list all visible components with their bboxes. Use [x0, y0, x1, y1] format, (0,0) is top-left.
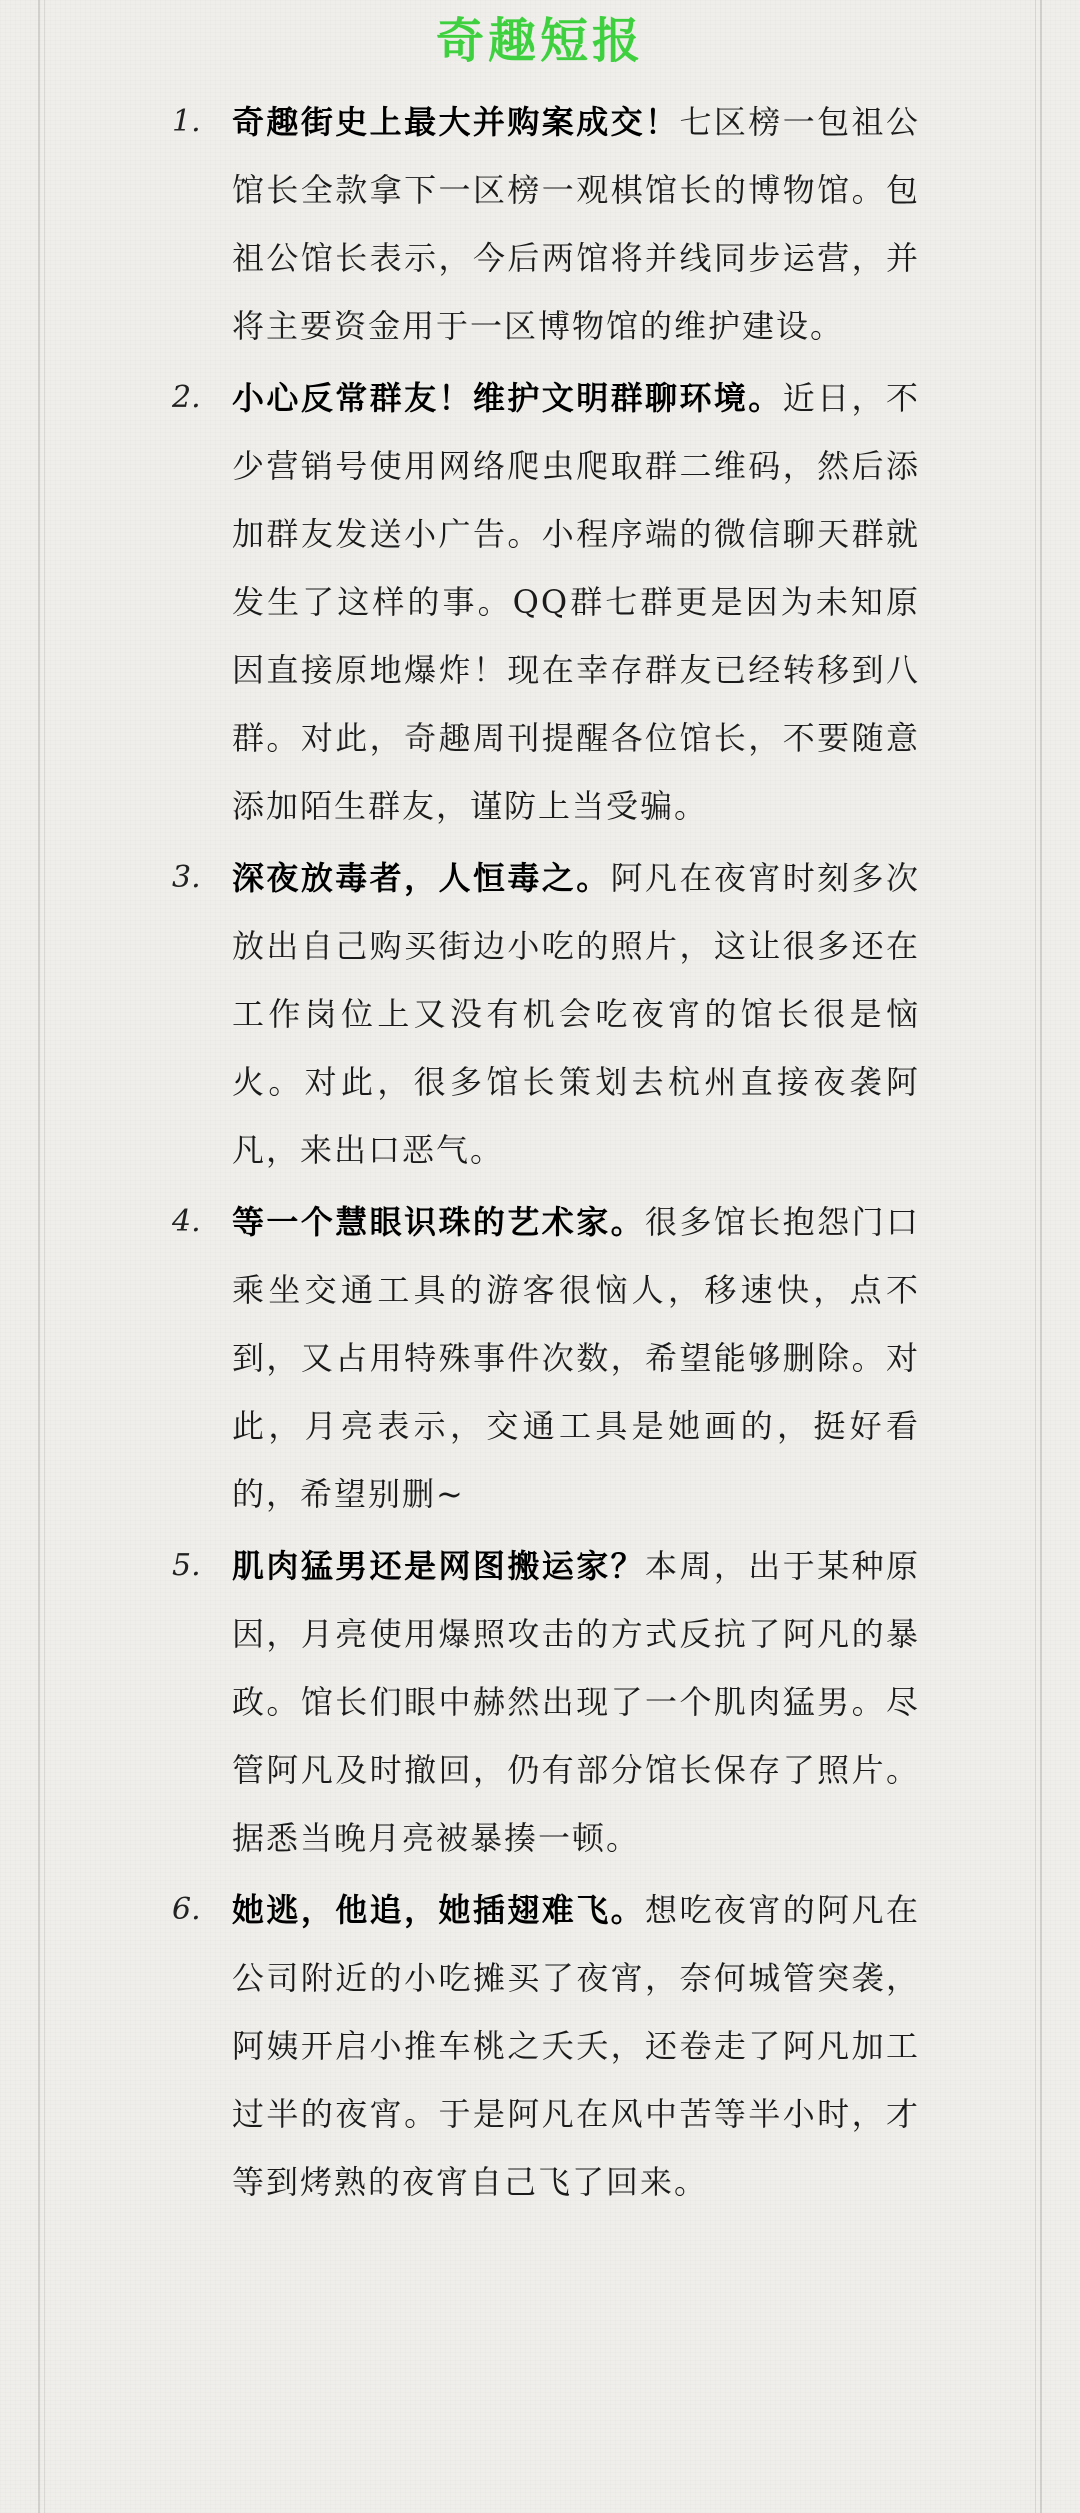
news-number: 6.	[172, 1892, 201, 1927]
news-headline: 奇趣街史上最大并购案成交！	[232, 103, 680, 141]
news-text: 阿凡在夜宵时刻多次放出自己购买街边小吃的照片，这让很多还在工作岗位上又没有机会吃夜宵的馆长很是恼火。对此，很多馆长策划去杭州直接夜袭阿凡，来出口恶气。	[232, 859, 920, 1169]
news-headline: 等一个慧眼识珠的艺术家。	[232, 1203, 646, 1241]
news-item-2	[0, 364, 1080, 840]
news-headline: 深夜放毒者，人恒毒之。	[232, 859, 611, 897]
news-number: 3.	[172, 860, 201, 895]
news-number: 4.	[172, 1204, 201, 1239]
news-number: 1.	[172, 104, 201, 139]
news-text: 想吃夜宵的阿凡在公司附近的小吃摊买了夜宵，奈何城管突袭，阿姨开启小推车桃之夭夭，还卷走了阿凡加工过半的夜宵。于是阿凡在风中苦等半小时，才等到烤熟的夜宵自己飞了回来。	[232, 1891, 920, 2201]
news-item-6	[0, 1876, 1080, 2216]
page-title: 奇趣短报	[435, 13, 644, 69]
news-headline: 她逃，他追，她插翅难飞。	[232, 1891, 646, 1929]
news-body	[232, 1876, 920, 2216]
news-number: 5.	[172, 1548, 201, 1583]
news-headline: 肌肉猛男还是网图搬运家？	[232, 1547, 646, 1585]
news-item-5	[0, 1532, 1080, 1872]
news-number: 2.	[172, 380, 201, 415]
news-text: 本周，出于某种原因，月亮使用爆照攻击的方式反抗了阿凡的暴政。馆长们眼中赫然出现了一个肌肉猛男。尽管阿凡及时撤回，仍有部分馆长保存了照片。据悉当晚月亮被暴揍一顿。	[232, 1547, 920, 1857]
news-body	[232, 844, 920, 1184]
news-headline: 小心反常群友！维护文明群聊环境。	[232, 379, 783, 417]
news-body	[232, 1532, 920, 1872]
news-list	[0, 88, 1080, 2220]
news-text: 近日，不少营销号使用网络爬虫爬取群二维码，然后添加群友发送小广告。小程序端的微信聊天群就发生了这样的事。QQ群七群更是因为未知原因直接原地爆炸！现在幸存群友已经转移到八群。对此，奇趣周刊提醒各位馆长，不要随意添加陌生群友，谨防上当受骗。	[232, 379, 920, 825]
news-item-4	[0, 1188, 1080, 1528]
news-body	[232, 88, 920, 360]
news-body	[232, 364, 920, 840]
news-text: 很多馆长抱怨门口乘坐交通工具的游客很恼人，移速快，点不到，又占用特殊事件次数，希望能够删除。对此，月亮表示，交通工具是她画的，挺好看的，希望别删~	[232, 1203, 920, 1513]
news-item-1	[0, 88, 1080, 360]
news-item-3	[0, 844, 1080, 1184]
news-body	[232, 1188, 920, 1528]
news-text: 七区榜一包祖公馆长全款拿下一区榜一观棋馆长的博物馆。包祖公馆长表示，今后两馆将并线同步运营，并将主要资金用于一区博物馆的维护建设。	[232, 103, 920, 345]
